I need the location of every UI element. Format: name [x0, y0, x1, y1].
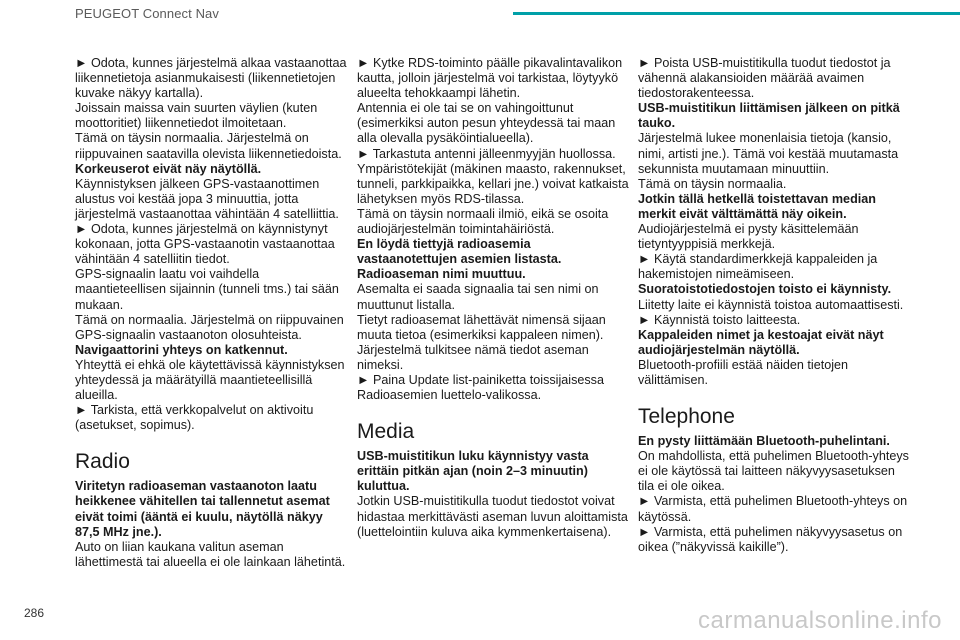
section-heading: Media: [357, 420, 415, 444]
body-paragraph: ► Tarkista, että verkkopalvelut on aktivoitu (asetukset, sopimus).: [75, 403, 314, 433]
problem-statement: Viritetyn radioaseman vastaanoton laatu heikkenee vähitellen tai tallennetut asemat eivät toimi (ääntä ei kuulu, näytöllä näkyy 87,5 MHz jne.).: [75, 479, 330, 539]
body-paragraph: ► Kytke RDS-toiminto päälle pikavalintavalikon kautta, jolloin järjestelmä voi tarkistaa, löytyykö alueelta tehokkaampi lähetin.: [357, 56, 623, 101]
body-paragraph: Antennia ei ole tai se on vahingoittunut (esimerkiksi auton pesun yhteydessä tai maan alla olevalla pysäköintialueella).: [357, 101, 616, 146]
body-paragraph: Liitetty laite ei käynnistä toistoa automaattisesti.: [638, 297, 904, 312]
text-column-3: [638, 56, 912, 555]
problem-statement: Navigaattorini yhteys on katkennut.: [75, 342, 288, 357]
page-number: 286: [24, 606, 45, 620]
body-paragraph: Tämä on normaalia. Järjestelmä on riippuvainen GPS-signaalin vastaanoton olosuhteista.: [75, 312, 344, 342]
problem-statement: Jotkin tällä hetkellä toistettavan median merkit eivät välttämättä näy oikein.: [638, 191, 876, 221]
header-accent-bar: [513, 12, 960, 15]
section-heading: Telephone: [638, 405, 735, 429]
body-paragraph: ► Poista USB-muistitikulla tuodut tiedostot ja vähennä alakansioiden määrää avaimen tiedostorakenteessa.: [638, 56, 891, 101]
body-paragraph: Asemalta ei saada signaalia tai sen nimi on muuttunut listalla.: [357, 282, 599, 312]
problem-statement: Korkeuserot eivät näy näytöllä.: [75, 161, 262, 176]
watermark: carmanualsonline.info: [698, 607, 942, 634]
problem-statement: Kappaleiden nimet ja kestoajat eivät näyt audiojärjestelmän näytöllä.: [638, 327, 884, 357]
body-paragraph: Yhteyttä ei ehkä ole käytettävissä käynnistyksen yhteydessä ja määrätyillä maantieteellisillä alueilla.: [75, 357, 345, 403]
body-paragraph: Jotkin USB-muistitikulla tuodut tiedostot voivat hidastaa merkittävästi aseman luvun aloittamista (luettelointiin kuluva aika kymmenkertaisena).: [357, 494, 628, 539]
problem-statement: USB-muistitikun luku käynnistyy vasta erittäin pitkän ajan (noin 2–3 minuutin) kuluttua.: [357, 449, 589, 494]
problem-statement: En löydä tiettyjä radioasemia vastaanotettujen asemien listasta.: [357, 237, 562, 267]
body-paragraph: ► Varmista, että puhelimen Bluetooth-yhteys on käytössä.: [638, 494, 908, 524]
body-paragraph: Audiojärjestelmä ei pysty käsittelemään tietyntyyppisiä merkkejä.: [638, 222, 859, 252]
body-paragraph: Bluetooth-profiili estää näiden tietojen välittämisen.: [638, 357, 849, 387]
section-heading: Radio: [75, 450, 130, 474]
body-paragraph: GPS-signaalin laatu voi vaihdella maantieteellisen sijainnin (tunneli tms.) tai sään mukaan.: [75, 267, 339, 312]
body-paragraph: Tietyt radioasemat lähettävät nimensä sijaan muuta tietoa (esimerkiksi kappaleen nimen). Järjestelmä tulkitsee nämä tiedot aseman nimeksi.: [357, 312, 606, 372]
body-paragraph: ► Varmista, että puhelimen näkyvyysasetus on oikea (”näkyvissä kaikille”).: [638, 524, 903, 554]
problem-statement: USB-muistitikun liittämisen jälkeen on pitkä tauko.: [638, 101, 900, 131]
problem-statement: Radioaseman nimi muuttuu.: [357, 267, 526, 282]
text-column-1: [75, 56, 347, 570]
body-paragraph: Joissain maissa vain suurten väylien (kuten moottoritiet) liikennetiedot ilmoitetaan.: [75, 101, 318, 131]
problem-statement: En pysty liittämään Bluetooth-puhelintani.: [638, 434, 890, 449]
body-paragraph: ► Käynnistä toisto laitteesta.: [638, 312, 801, 327]
body-paragraph: Käynnistyksen jälkeen GPS-vastaanottimen alustus voi kestää jopa 3 minuuttia, jotta järjestelmä vastaanottaa vähintään 4 satelliittia.: [75, 176, 339, 221]
body-paragraph: Tämä on täysin normaalia. Järjestelmä on riippuvainen saatavilla olevista liikennetiedoista.: [75, 131, 342, 161]
body-paragraph: ► Odota, kunnes järjestelmä alkaa vastaanottaa liikennetietoja asianmukaisesti (liikennetietojen kuvake näkyy kartalla).: [75, 56, 347, 101]
body-paragraph: Auto on liian kaukana valitun aseman lähettimestä tai alueella ei ole lainkaan lähetintä.: [75, 539, 346, 569]
body-paragraph: ► Paina Update list-painiketta toissijaisessa Radioasemien luettelo-valikossa.: [357, 372, 604, 403]
body-paragraph: ► Odota, kunnes järjestelmä on käynnistynyt kokonaan, jotta GPS-vastaanotin vastaanottaa vähintään 4 satelliitin tiedot.: [75, 222, 335, 267]
problem-statement: Suoratoistotiedostojen toisto ei käynnisty.: [638, 282, 892, 297]
body-paragraph: ► Käytä standardimerkkejä kappaleiden ja hakemistojen nimeämiseen.: [638, 252, 878, 282]
body-paragraph: Tämä on täysin normaali ilmiö, eikä se osoita audiojärjestelmän toimintahäiriöstä.: [357, 206, 609, 237]
text-column-2: [357, 56, 629, 540]
body-paragraph: ► Tarkastuta antenni jälleenmyyjän huollossa.: [357, 146, 616, 161]
body-paragraph: Ympäristötekijät (mäkinen maasto, rakennukset, tunneli, parkkipaikka, kellari jne.) voivat katkaista lähetyksen myös RDS-tilassa.: [357, 161, 629, 206]
running-header-title: PEUGEOT Connect Nav: [75, 6, 219, 21]
body-paragraph: Järjestelmä lukee monenlaisia tietoja (kansio, nimi, artisti jne.). Tämä voi kestää muutamasta sekunnista muutamaan minuuttiin.: [638, 131, 899, 176]
body-paragraph: On mahdollista, että puhelimen Bluetooth-yhteys ei ole käytössä tai laitteen näkyvyysasetuksen tila ei ole oikea.: [638, 449, 909, 494]
body-paragraph: Tämä on täysin normaalia.: [638, 176, 787, 191]
